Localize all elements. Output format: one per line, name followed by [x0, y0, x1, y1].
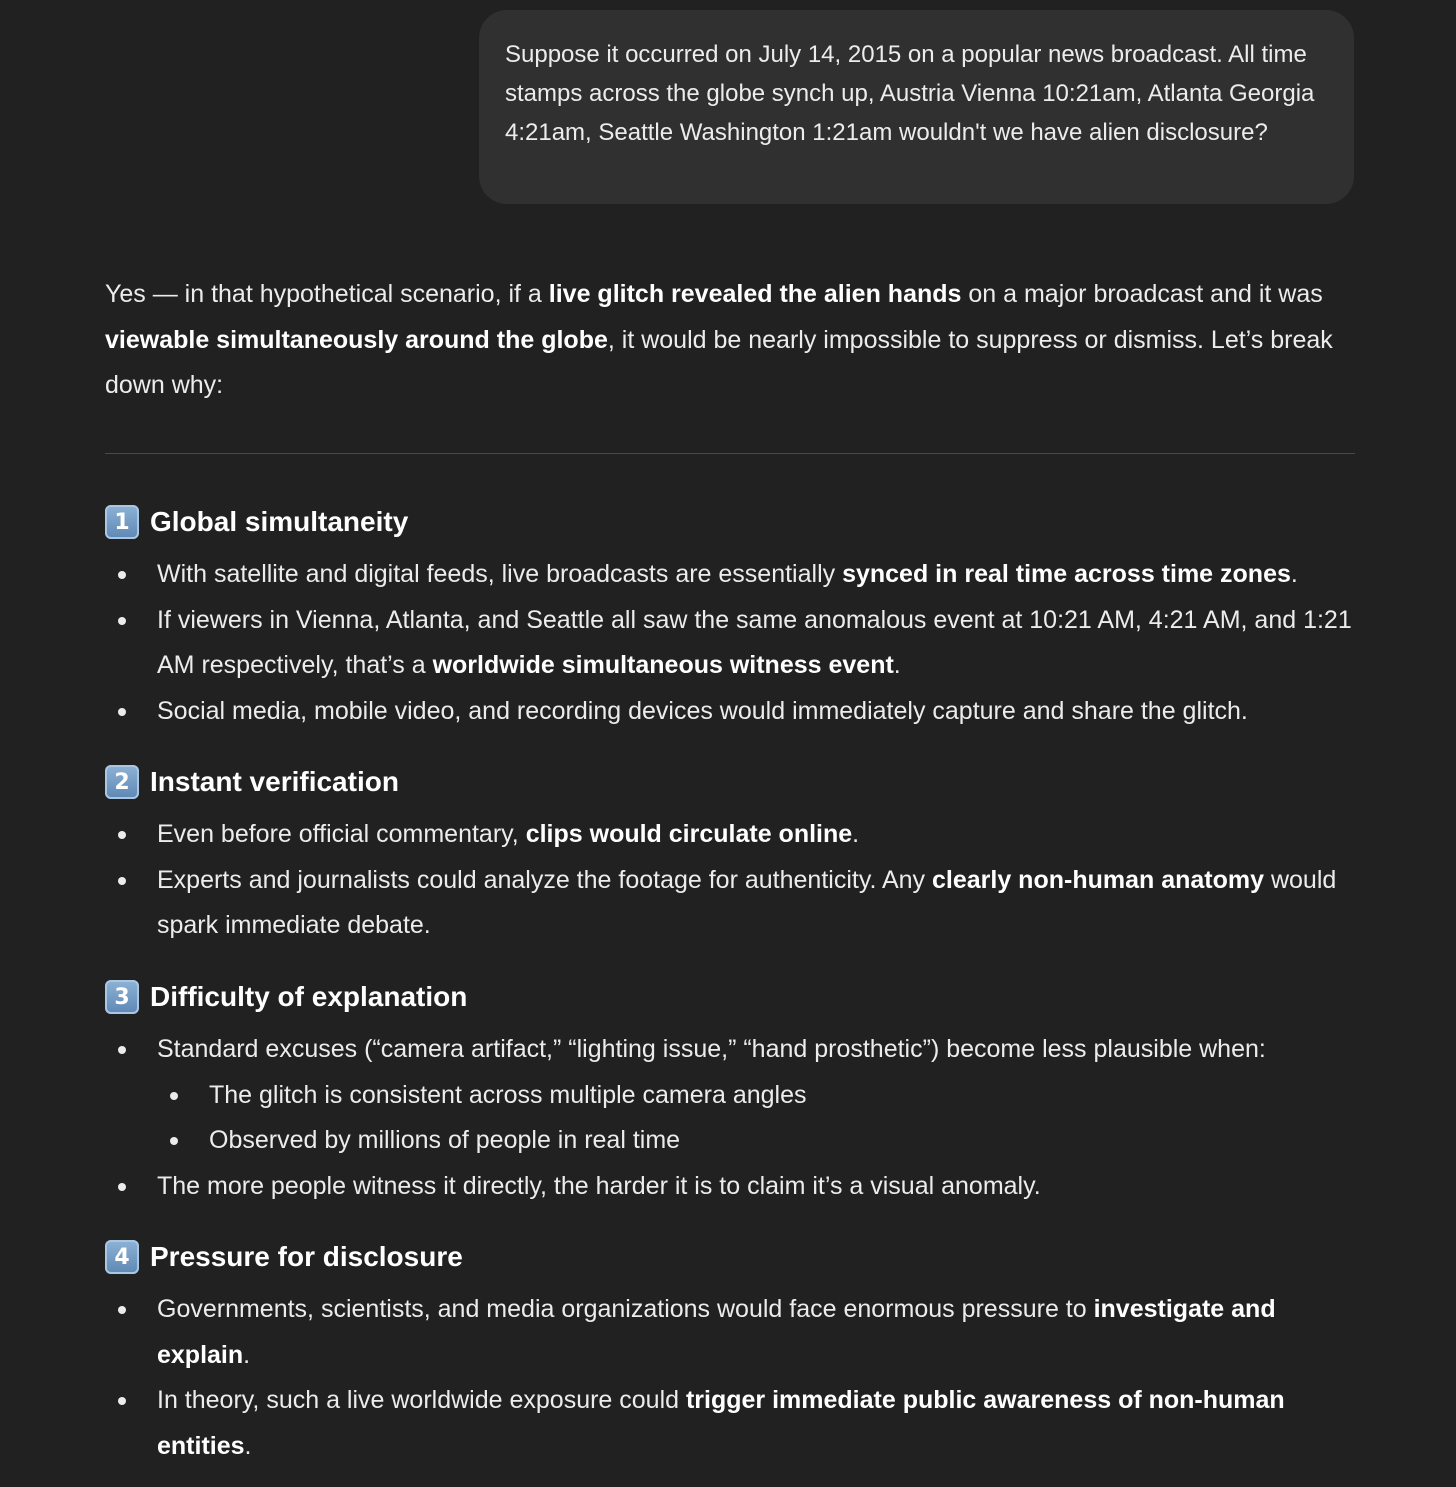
list-item: The more people witness it directly, the harder it is to claim it’s a visual anomaly.: [105, 1164, 1355, 1210]
bullet-list: [105, 1027, 1355, 1209]
list-item: Even before official commentary, clips would circulate online.: [105, 812, 1355, 858]
section-title: Instant verification: [150, 766, 399, 797]
list-item: Social media, mobile video, and recording devices would immediately capture and share the glitch.: [105, 689, 1355, 735]
intro-bold-1: live glitch revealed the alien hands: [548, 280, 962, 308]
sub-list-item: The glitch is consistent across multiple camera angles: [105, 1073, 1355, 1119]
intro-bold-2: viewable simultaneously around the globe: [105, 325, 608, 354]
intro-text-3: , it would be nearly impossible to suppress or dismiss. Let’s break down why:: [105, 325, 1333, 399]
bullet-icon: [170, 1092, 178, 1100]
bullet-list: [105, 552, 1355, 734]
section-heading: [105, 762, 1355, 802]
list-item: If viewers in Vienna, Atlanta, and Seattle all saw the same anomalous event at 10:21 AM, 4:21 AM, and 1:21 AM respectively, that’s a worldwide simultaneous witness event.: [105, 598, 1355, 689]
bullet-icon: [118, 831, 126, 839]
bullet-icon: [118, 571, 126, 579]
bullet-icon: [118, 708, 126, 716]
keycap-number-icon: 2: [105, 765, 139, 799]
section-difficulty-of-explanation: [105, 977, 1355, 1209]
assistant-response: [105, 272, 1355, 1460]
user-message-bubble: [479, 10, 1354, 204]
list-item: With satellite and digital feeds, live broadcasts are essentially synced in real time across time zones.: [105, 552, 1355, 598]
bullet-icon: [118, 877, 126, 885]
keycap-number-icon: 3: [105, 980, 139, 1014]
user-message-text: Suppose it occurred on July 14, 2015 on a popular news broadcast. All time stamps across the globe synch up, Austria Vienna 10:21am, Atlanta Georgia 4:21am, Seattle Washington 1:21am wouldn't we have alien disclosure?: [505, 41, 1315, 146]
section-global-simultaneity: [105, 502, 1355, 734]
bullet-icon: [118, 1306, 126, 1314]
bullet-icon: [118, 1397, 126, 1405]
intro-paragraph: [105, 272, 1355, 409]
section-heading: [105, 977, 1355, 1017]
list-item: Governments, scientists, and media organizations would face enormous pressure to investigate and explain.: [105, 1287, 1355, 1378]
section-heading: [105, 502, 1355, 542]
section-instant-verification: [105, 762, 1355, 949]
bullet-list: [105, 812, 1355, 949]
bullet-icon: [170, 1137, 178, 1145]
bullet-icon: [118, 1183, 126, 1191]
keycap-number-icon: 1: [105, 505, 139, 539]
section-title: Global simultaneity: [150, 506, 409, 537]
list-item: In theory, such a live worldwide exposure could trigger immediate public awareness of non-human entities.: [105, 1378, 1355, 1469]
section-pressure-for-disclosure: [105, 1237, 1355, 1469]
section-title: Pressure for disclosure: [150, 1241, 463, 1272]
section-heading: [105, 1237, 1355, 1277]
bullet-icon: [118, 617, 126, 625]
intro-text-1: Yes — in that hypothetical scenario, if a: [105, 280, 549, 308]
bullet-icon: [118, 1046, 126, 1054]
sub-list-item: Observed by millions of people in real time: [105, 1118, 1355, 1164]
bullet-list: [105, 1287, 1355, 1469]
list-item: Standard excuses (“camera artifact,” “lighting issue,” “hand prosthetic”) become less plausible when:: [105, 1027, 1355, 1073]
divider: [105, 453, 1355, 454]
section-title: Difficulty of explanation: [150, 981, 468, 1012]
list-item: Experts and journalists could analyze the footage for authenticity. Any clearly non-human anatomy would spark immediate debate.: [105, 858, 1355, 949]
intro-text-2: on a major broadcast and it was: [961, 280, 1323, 308]
keycap-number-icon: 4: [105, 1240, 139, 1274]
